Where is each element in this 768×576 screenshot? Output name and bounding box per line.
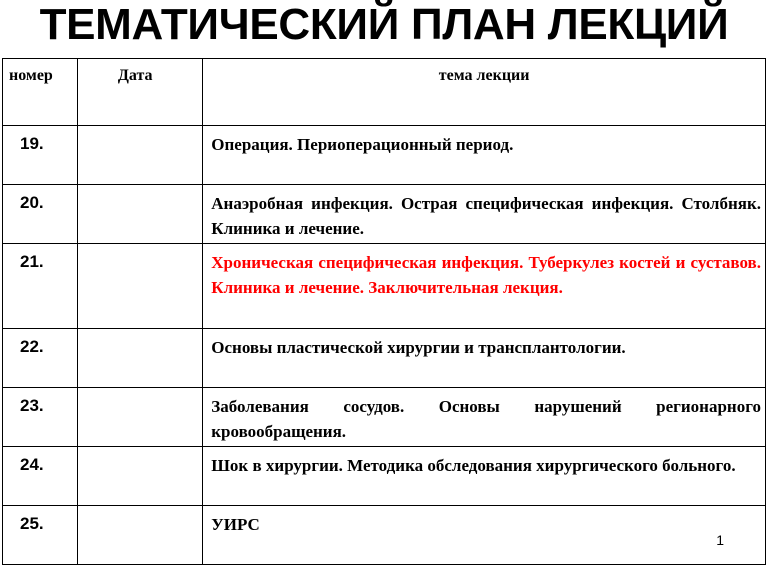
row-number: 20. — [3, 185, 78, 244]
table-row — [3, 126, 766, 185]
row-date — [78, 506, 203, 565]
row-number: 24. — [3, 447, 78, 506]
row-number: 22. — [3, 329, 78, 388]
header-date: Дата — [78, 59, 203, 126]
lecture-plan-table — [2, 58, 766, 565]
row-topic: УИРС — [203, 506, 766, 565]
page-title: ТЕМАТИЧЕСКИЙ ПЛАН ЛЕКЦИЙ — [39, 0, 729, 49]
row-date — [78, 329, 203, 388]
table-row — [3, 447, 766, 506]
row-topic: Основы пластической хирургии и трансплантологии. — [203, 329, 766, 388]
row-topic: Анаэробная инфекция. Острая специфическая инфекция. Столбняк. Клиника и лечение. — [203, 185, 766, 244]
table-row — [3, 244, 766, 329]
row-date — [78, 447, 203, 506]
page-number: 1 — [716, 532, 724, 548]
table-row — [3, 506, 766, 565]
row-number: 21. — [3, 244, 78, 329]
table-row — [3, 185, 766, 244]
header-topic: тема лекции — [203, 59, 766, 126]
header-number: номер — [3, 59, 78, 126]
row-topic: Заболевания сосудов. Основы нарушений регионарного кровообращения. — [203, 388, 766, 447]
row-number: 19. — [3, 126, 78, 185]
row-topic: Шок в хирургии. Методика обследования хирургического больного. — [203, 447, 766, 506]
row-topic-highlighted: Хроническая специфическая инфекция. Туберкулез костей и суставов. Клиника и лечение. Заключительная лекция. — [203, 244, 766, 329]
table-row — [3, 388, 766, 447]
row-date — [78, 244, 203, 329]
row-number: 23. — [3, 388, 78, 447]
row-date — [78, 126, 203, 185]
row-date — [78, 185, 203, 244]
row-number: 25. — [3, 506, 78, 565]
row-topic: Операция. Периоперационный период. — [203, 126, 766, 185]
row-date — [78, 388, 203, 447]
table-header-row — [3, 59, 766, 126]
table-row — [3, 329, 766, 388]
